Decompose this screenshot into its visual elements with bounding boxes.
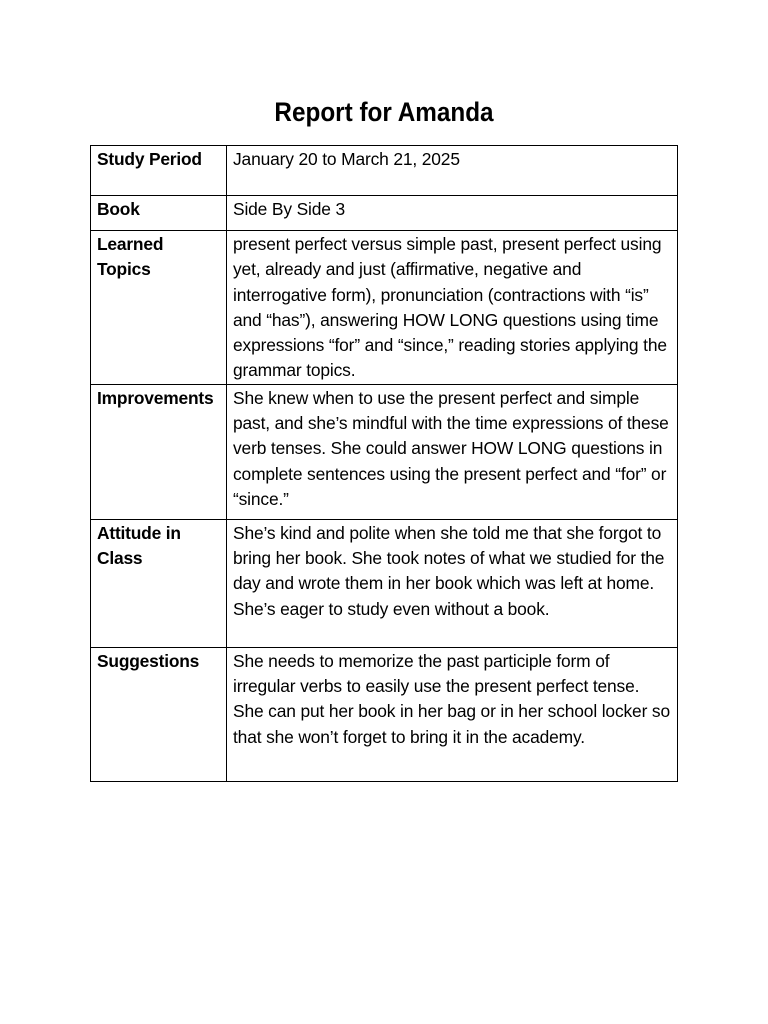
table-row-learned-topics — [91, 231, 678, 385]
row-value-cell — [227, 384, 678, 519]
row-value-cell — [227, 647, 678, 781]
table-row-study-period — [91, 146, 678, 196]
table-row-suggestions — [91, 647, 678, 781]
row-label-cell — [91, 231, 227, 385]
report-title: Report for Amanda — [274, 97, 494, 127]
row-label: Improvements — [97, 387, 214, 408]
row-value-cell — [227, 519, 678, 647]
row-value: She’s kind and polite when she told me that she forgot to bring her book. She took notes of what we studied for the day and wrote them in her book which was left at home. She’s eager to study even without a book. — [233, 522, 665, 619]
row-value: Side By Side 3 — [233, 199, 345, 219]
row-label-cell — [91, 647, 227, 781]
table-row-improvements — [91, 384, 678, 519]
row-label-cell — [91, 519, 227, 647]
row-label: Learned Topics — [97, 234, 164, 280]
row-value-cell — [227, 146, 678, 196]
row-value-cell — [227, 231, 678, 385]
table-row-attitude-in-class — [91, 519, 678, 647]
row-value: She knew when to use the present perfect and simple past, and she’s mindful with the time expressions of these verb tenses. She could answer HOW LONG questions in complete sentences using the present perfect and “for” or “since.” — [233, 387, 669, 509]
row-label-cell — [91, 196, 227, 231]
row-label: Book — [97, 199, 140, 219]
row-label-cell — [91, 384, 227, 519]
row-value: January 20 to March 21, 2025 — [233, 149, 460, 169]
row-value: She needs to memorize the past participle form of irregular verbs to easily use the present perfect tense. She can put her book in her bag or in her school locker so that she won’t forget to bring it in the academy. — [233, 650, 670, 747]
table-row-book — [91, 196, 678, 231]
report-table — [90, 145, 678, 782]
row-value-cell — [227, 196, 678, 231]
row-value: present perfect versus simple past, present perfect using yet, already and just (affirmative, negative and interrogative form), pronunciation (contractions with “is” and “has”), answering HOW LONG questions using time expressions “for” and “since,” reading stories applying the grammar topics. — [233, 234, 667, 381]
row-label: Suggestions — [97, 650, 200, 671]
row-label: Attitude in Class — [97, 522, 181, 569]
row-label-cell — [91, 146, 227, 196]
row-label: Study Period — [97, 149, 202, 169]
